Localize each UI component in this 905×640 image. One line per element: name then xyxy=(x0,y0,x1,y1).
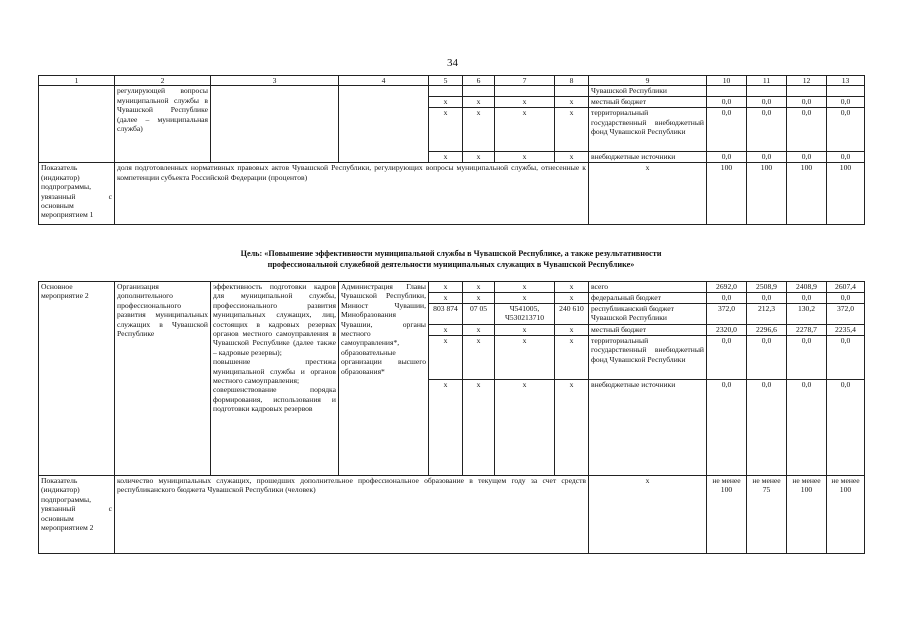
column-number: 8 xyxy=(555,76,589,86)
cell: 2320,0 xyxy=(707,325,747,336)
funding-source: местный бюджет xyxy=(589,325,707,336)
cell: х xyxy=(555,336,589,380)
cell: 2278,7 xyxy=(787,325,827,336)
funding-source: внебюджетные источники xyxy=(589,380,707,476)
cell: х xyxy=(589,476,707,554)
cell: 0,0 xyxy=(747,97,787,108)
result-item: повышение престижа муниципальной службы и органов местного самоуправления; xyxy=(213,357,336,386)
cell: х xyxy=(495,325,555,336)
funding-source: республиканский бюджет Чувашской Республики xyxy=(589,304,707,325)
cell: 0,0 xyxy=(747,336,787,380)
cell: х xyxy=(463,336,495,380)
cell: Ч541005, Ч530213710 xyxy=(495,304,555,325)
cell: 212,3 xyxy=(747,304,787,325)
responsible-executors: Администрация Главы Чувашской Республики, Минюст Чувашии, Минобразования Чувашии, органы местного самоуправления*, образовательные организации высшего образования* xyxy=(339,282,429,476)
cell: х xyxy=(429,152,463,163)
cell: 2296,6 xyxy=(747,325,787,336)
column-number: 10 xyxy=(707,76,747,86)
cell: 100 xyxy=(707,163,747,225)
cell: 2607,4 xyxy=(827,282,865,293)
cell: х xyxy=(429,282,463,293)
indicator-row xyxy=(39,476,865,554)
cell: х xyxy=(495,282,555,293)
cell xyxy=(827,86,865,97)
cell: х xyxy=(463,325,495,336)
cell: х xyxy=(555,97,589,108)
cell: 0,0 xyxy=(747,293,787,304)
cell xyxy=(707,86,747,97)
cell: 0,0 xyxy=(787,152,827,163)
empty-cell xyxy=(211,86,339,163)
cell: 100 xyxy=(787,163,827,225)
cell: не менее 100 xyxy=(827,476,865,554)
column-number: 2 xyxy=(115,76,211,86)
column-number: 4 xyxy=(339,76,429,86)
cell: 2408,9 xyxy=(787,282,827,293)
cell xyxy=(787,86,827,97)
cell xyxy=(747,86,787,97)
cell: х xyxy=(555,152,589,163)
cell: х xyxy=(555,282,589,293)
cell xyxy=(429,86,463,97)
cell: х xyxy=(463,282,495,293)
column-number: 12 xyxy=(787,76,827,86)
cell xyxy=(495,86,555,97)
cell: 0,0 xyxy=(707,293,747,304)
funding-source: федеральный бюджет xyxy=(589,293,707,304)
cell: 372,0 xyxy=(827,304,865,325)
empty-cell xyxy=(39,86,115,163)
cell: 0,0 xyxy=(707,380,747,476)
cell: не менее 75 xyxy=(747,476,787,554)
cell: х xyxy=(429,293,463,304)
cell: 2508,9 xyxy=(747,282,787,293)
column-numbers-row xyxy=(39,76,865,86)
cell: 2235,4 xyxy=(827,325,865,336)
cell: 0,0 xyxy=(787,380,827,476)
cell: х xyxy=(495,336,555,380)
column-number: 7 xyxy=(495,76,555,86)
cell: х xyxy=(555,380,589,476)
column-number: 11 xyxy=(747,76,787,86)
goal-heading xyxy=(38,249,864,270)
cell xyxy=(463,86,495,97)
cell: 130,2 xyxy=(787,304,827,325)
cell: не менее 100 xyxy=(707,476,747,554)
cell: х xyxy=(463,108,495,152)
cell: 0,0 xyxy=(707,108,747,152)
goal-line: профессиональной служебной деятельности муниципальных служащих в Чувашской Республике» xyxy=(267,259,635,269)
cell: х xyxy=(495,152,555,163)
cell: не менее 100 xyxy=(787,476,827,554)
indicator-row xyxy=(39,163,865,225)
column-number: 13 xyxy=(827,76,865,86)
cell: х xyxy=(429,336,463,380)
cell: х xyxy=(463,152,495,163)
indicator-label: Показатель (индикатор) подпрограммы, увязанный с основным мероприятием 1 xyxy=(39,163,115,225)
cell: 0,0 xyxy=(827,152,865,163)
cell: 0,0 xyxy=(827,97,865,108)
cell: 0,0 xyxy=(747,108,787,152)
cell: 0,0 xyxy=(787,108,827,152)
expected-results xyxy=(211,282,339,476)
cell: х xyxy=(555,108,589,152)
cell: х xyxy=(495,108,555,152)
program-table-part-2 xyxy=(38,281,865,554)
main-measure-label: Основное мероприятие 2 xyxy=(39,282,115,476)
column-number: 3 xyxy=(211,76,339,86)
indicator-text: количество муниципальных служащих, прошедших дополнительное профессиональное образование в текущем году за счет средств республиканского бюджета Чувашской Республики (человек) xyxy=(115,476,589,554)
indicator-label: Показатель (индикатор) подпрограммы, увязанный с основным мероприятием 2 xyxy=(39,476,115,554)
funding-source: территориальный государственный внебюджетный фонд Чувашской Республики xyxy=(589,336,707,380)
cell: 0,0 xyxy=(827,336,865,380)
funding-source: внебюджетные источники xyxy=(589,152,707,163)
cell: 0,0 xyxy=(707,152,747,163)
cell: х xyxy=(429,108,463,152)
cell: 2692,0 xyxy=(707,282,747,293)
funding-source: всего xyxy=(589,282,707,293)
result-item: совершенствование порядка формирования, использования и подготовки кадровых резервов xyxy=(213,385,336,414)
cell: х xyxy=(463,97,495,108)
column-number: 6 xyxy=(463,76,495,86)
cell: х xyxy=(589,163,707,225)
cell: х xyxy=(429,380,463,476)
cell: 0,0 xyxy=(827,293,865,304)
funding-source: местный бюджет xyxy=(589,97,707,108)
funding-source: территориальный государственный внебюджетный фонд Чувашской Республики xyxy=(589,108,707,152)
cell: х xyxy=(555,293,589,304)
funding-source: Чувашской Республики xyxy=(589,86,707,97)
cell: х xyxy=(463,293,495,304)
cell xyxy=(555,86,589,97)
page-number: 34 xyxy=(447,57,458,69)
column-number: 1 xyxy=(39,76,115,86)
cell: х xyxy=(463,380,495,476)
cell: 0,0 xyxy=(827,380,865,476)
cell: х xyxy=(495,380,555,476)
cell: 372,0 xyxy=(707,304,747,325)
cell: 0,0 xyxy=(747,380,787,476)
measure-name-cont: регулирующей вопросы муниципальной службы в Чувашской Республике (далее – муниципальная служба) xyxy=(115,86,211,163)
cell: 803 874 xyxy=(429,304,463,325)
result-item: эффективность подготовки кадров для муниципальной службы, профессионального развития муниципальных служащих, лиц, состоящих в кадровых резервах органов местного самоуправления в Чувашской Республике (далее также – кадровые резервы); xyxy=(213,282,336,357)
cell: х xyxy=(555,325,589,336)
column-number: 9 xyxy=(589,76,707,86)
empty-cell xyxy=(339,86,429,163)
cell: 0,0 xyxy=(787,336,827,380)
table-row xyxy=(39,282,865,293)
cell: 07 05 xyxy=(463,304,495,325)
measure-name: Организация дополнительного профессионального развития муниципальных служащих в Чувашской Республике xyxy=(115,282,211,476)
program-table-part-1 xyxy=(38,75,865,225)
cell: х xyxy=(429,97,463,108)
cell: х xyxy=(429,325,463,336)
cell: 0,0 xyxy=(827,108,865,152)
cell: 0,0 xyxy=(707,97,747,108)
cell: 240 610 xyxy=(555,304,589,325)
cell: 100 xyxy=(827,163,865,225)
goal-line: Цель: «Повышение эффективности муниципальной службы в Чувашской Республике, а также результативности xyxy=(240,249,662,258)
cell: 0,0 xyxy=(787,97,827,108)
cell: 0,0 xyxy=(707,336,747,380)
cell: 0,0 xyxy=(787,293,827,304)
table-row xyxy=(39,86,865,97)
cell: 100 xyxy=(747,163,787,225)
indicator-text: доля подготовленных нормативных правовых актов Чувашской Республики, регулирующих вопросы муниципальной службы, отнесенные к компетенции субъекта Российской Федерации (процентов) xyxy=(115,163,589,225)
cell: х xyxy=(495,97,555,108)
column-number: 5 xyxy=(429,76,463,86)
cell: 0,0 xyxy=(747,152,787,163)
cell: х xyxy=(495,293,555,304)
